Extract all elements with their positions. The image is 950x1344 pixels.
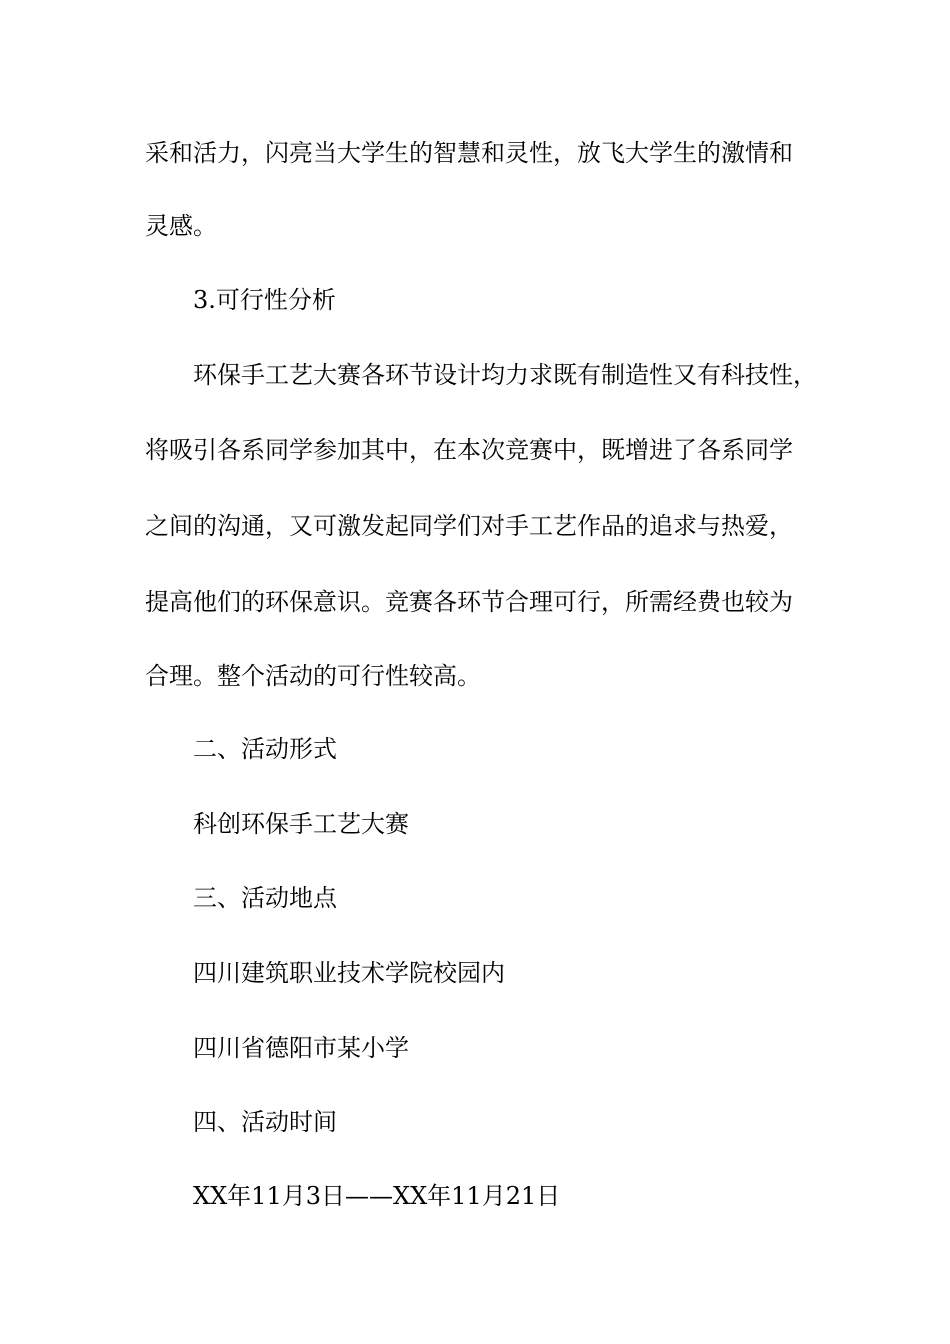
paragraph-line: 合理。整个活动的可行性较高。 xyxy=(145,662,481,690)
paragraph-line: 之间的沟通，又可激发起同学们对手工艺作品的追求与热爱， xyxy=(145,512,793,540)
paragraph-line: 灵感。 xyxy=(145,212,217,240)
paragraph-line: 将吸引各系同学参加其中，在本次竞赛中，既增进了各系同学 xyxy=(145,436,793,464)
section-heading: 3.可行性分析 xyxy=(193,286,336,314)
section-heading: 二、活动形式 xyxy=(193,735,337,763)
section-heading: 四、活动时间 xyxy=(193,1108,337,1136)
paragraph-line: 四川省德阳市某小学 xyxy=(193,1034,409,1062)
section-heading: 三、活动地点 xyxy=(193,884,337,912)
paragraph-line: 四川建筑职业技术学院校园内 xyxy=(193,959,505,987)
paragraph-line: 提高他们的环保意识。竞赛各环节合理可行，所需经费也较为 xyxy=(145,588,793,616)
paragraph-line: 科创环保手工艺大赛 xyxy=(193,810,409,838)
paragraph-line: 采和活力，闪亮当大学生的智慧和灵性，放飞大学生的激情和 xyxy=(145,139,793,167)
paragraph-line: XX年11月3日——XX年11月21日 xyxy=(193,1182,561,1210)
paragraph-line: 环保手工艺大赛各环节设计均力求既有制造性又有科技性， xyxy=(193,361,817,389)
